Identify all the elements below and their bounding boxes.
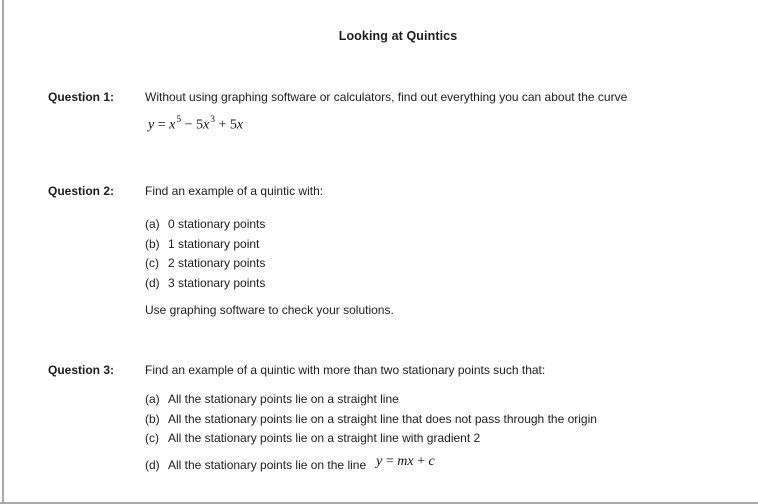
list-item-text: All the stationary points lie on a straight line that does not pass through the origin	[168, 411, 597, 426]
list-item	[145, 429, 597, 449]
equation-var: c	[428, 454, 435, 469]
list-item	[145, 454, 435, 474]
list-item	[145, 390, 597, 410]
question3d-equation	[376, 454, 435, 470]
page-title: Looking at Quintics	[338, 29, 458, 43]
question2-list	[145, 215, 265, 293]
list-item-text: 0 stationary points	[168, 217, 266, 231]
question2-footer: Use graphing software to check your solutions.	[145, 303, 394, 317]
list-item-marker: (a)	[145, 217, 160, 231]
list-item-text: All the stationary points lie on a straight line with gradient 2	[168, 431, 481, 445]
question3-list	[145, 390, 597, 449]
question1-equation	[148, 111, 243, 136]
list-item-text: 2 stationary points	[168, 256, 266, 270]
equation-exponent: 5	[176, 115, 182, 125]
question1-label: Question 1:	[48, 90, 115, 104]
equation-var: mx	[397, 454, 414, 469]
list-item-text: All the stationary points lie on a straight line	[168, 392, 399, 406]
list-item	[145, 215, 265, 235]
list-item-marker: (b)	[145, 411, 160, 426]
list-item	[145, 254, 265, 274]
list-item-marker: (c)	[145, 431, 159, 445]
equation-operator: =	[154, 117, 170, 133]
page-edge-left	[2, 0, 4, 504]
equation-var: x	[236, 117, 244, 133]
equation-var: x	[203, 117, 210, 133]
question2-label: Question 2:	[48, 184, 115, 198]
list-item	[145, 410, 597, 430]
list-item-marker: (b)	[145, 236, 160, 251]
list-item-marker: (d)	[145, 458, 160, 472]
equation-var: y	[376, 454, 383, 469]
equation-var: y	[148, 117, 155, 133]
question3-label: Question 3:	[48, 363, 115, 377]
list-item-marker: (d)	[145, 275, 160, 290]
equation-operator: + 5	[214, 117, 237, 133]
list-item	[145, 235, 265, 255]
list-item-text: All the stationary points lie on the line	[168, 458, 367, 472]
list-item-marker: (c)	[145, 256, 159, 270]
equation-var: x	[169, 117, 176, 133]
question1-text: Without using graphing software or calculators, find out everything you can about the curve	[145, 90, 628, 104]
equation-operator: =	[382, 454, 398, 469]
list-item	[145, 274, 265, 294]
list-item-text: 3 stationary points	[168, 275, 266, 290]
question2-text: Find an example of a quintic with:	[145, 184, 324, 198]
equation-exponent: 3	[210, 115, 215, 125]
question3-text: Find an example of a quintic with more than two stationary points such that:	[145, 363, 546, 377]
equation-operator: − 5	[181, 117, 203, 133]
list-item-marker: (a)	[145, 392, 160, 406]
equation-operator: +	[413, 454, 429, 469]
list-item-text: 1 stationary point	[168, 236, 260, 251]
